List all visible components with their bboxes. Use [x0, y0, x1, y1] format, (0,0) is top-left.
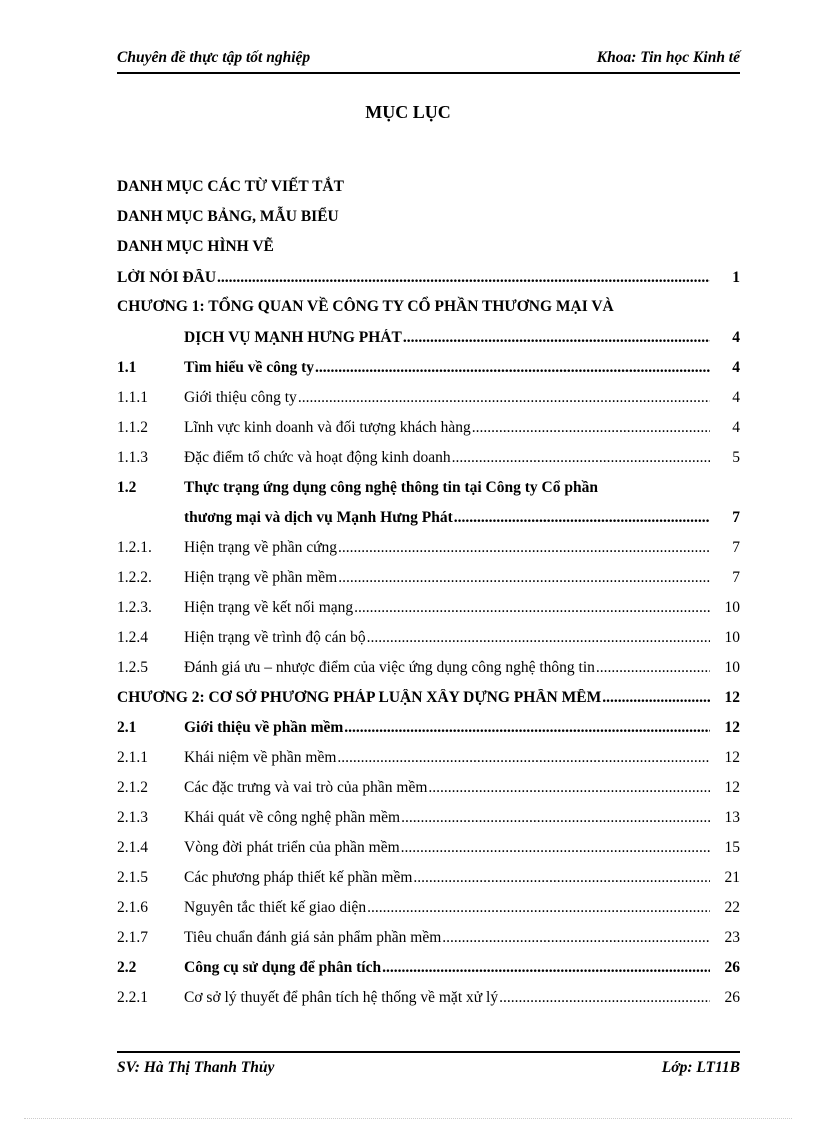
- toc-entry-chapter2: CHƯƠNG 2: CƠ SỞ PHƯƠNG PHÁP LUẬN XÂY DỰNG PHẦN MỀM ..... 12: [117, 689, 740, 711]
- header-faculty: Khoa: Tin học Kinh tế: [596, 49, 740, 66]
- page-header: [117, 46, 740, 74]
- toc-entry-2-1: 2.1 Giới thiệu về phần mềm ..... 12: [117, 719, 740, 741]
- page-bottom-edge: [24, 1118, 792, 1119]
- toc-entry-2-1-1: 2.1.1 Khái niệm về phần mềm ..... 12: [117, 749, 740, 771]
- footer-class: Lớp: LT11B: [661, 1059, 740, 1076]
- toc-entry-1-2-3: 1.2.3. Hiện trạng về kết nối mạng ..... 10: [117, 599, 740, 621]
- toc-entry-2-2-1: 2.2.1 Cơ sở lý thuyết để phân tích hệ thống về mặt xử lý ..... 26: [117, 989, 740, 1011]
- toc-entry-2-2: 2.2 Công cụ sử dụng để phân tích ..... 26: [117, 959, 740, 981]
- toc-entry-2-1-4: 2.1.4 Vòng đời phát triển của phần mềm ..... 15: [117, 839, 740, 861]
- header-course: Chuyên đề thực tập tốt nghiệp: [117, 49, 311, 66]
- toc-entry-1-2-cont: thương mại và dịch vụ Mạnh Hưng Phát ..... 7: [117, 509, 740, 531]
- toc-entry-2-1-5: 2.1.5 Các phương pháp thiết kế phần mềm ..... 21: [117, 869, 740, 891]
- toc-entry-1-1: 1.1 Tìm hiểu về công ty ..... 4: [117, 359, 740, 381]
- toc-entry-preface: LỜI NÓI ĐẦU ..... 1: [117, 269, 740, 291]
- toc-tables: DANH MỤC BẢNG, MẪU BIỂU: [117, 208, 339, 225]
- toc-entry-chapter1: CHƯƠNG 1: TỔNG QUAN VỀ CÔNG TY CỔ PHẦN THƯƠNG MẠI VÀ: [117, 298, 614, 315]
- toc-entry-1-1-2: 1.1.2 Lĩnh vực kinh doanh và đối tượng khách hàng ..... 4: [117, 419, 740, 441]
- footer-student: SV: Hà Thị Thanh Thủy: [117, 1059, 275, 1076]
- toc-entry-1-1-1: 1.1.1 Giới thiệu công ty ..... 4: [117, 389, 740, 411]
- toc-entry-1-2-1: 1.2.1. Hiện trạng về phần cứng ..... 7: [117, 539, 740, 561]
- toc-entry-1-2-4: 1.2.4 Hiện trạng về trình độ cán bộ ..... 10: [117, 629, 740, 651]
- toc-entry-1-1-3: 1.1.3 Đặc điểm tổ chức và hoạt động kinh doanh ..... 5: [117, 449, 740, 471]
- page-footer: [117, 1051, 740, 1079]
- toc-entry-1-2-5: 1.2.5 Đánh giá ưu – nhược điểm của việc ứng dụng công nghệ thông tin ..... 10: [117, 659, 740, 681]
- toc-entry-chapter1-cont: DỊCH VỤ MẠNH HƯNG PHÁT ..... 4: [117, 329, 740, 351]
- toc-abbreviations: DANH MỤC CÁC TỪ VIẾT TẮT: [117, 178, 344, 195]
- page-title: MỤC LỤC: [365, 102, 451, 122]
- toc-entry-1-2: 1.2 Thực trạng ứng dụng công nghệ thông tin tại Công ty Cổ phần: [117, 479, 598, 496]
- toc-figures: DANH MỤC HÌNH VẼ: [117, 238, 274, 255]
- toc-entry-2-1-7: 2.1.7 Tiêu chuẩn đánh giá sản phẩm phần mềm ..... 23: [117, 929, 740, 951]
- toc-entry-2-1-6: 2.1.6 Nguyên tắc thiết kế giao diện ..... 22: [117, 899, 740, 921]
- toc-entry-1-2-2: 1.2.2. Hiện trạng về phần mềm ..... 7: [117, 569, 740, 591]
- toc-entry-2-1-2: 2.1.2 Các đặc trưng và vai trò của phần mềm ..... 12: [117, 779, 740, 801]
- toc-entry-2-1-3: 2.1.3 Khái quát về công nghệ phần mềm ..... 13: [117, 809, 740, 831]
